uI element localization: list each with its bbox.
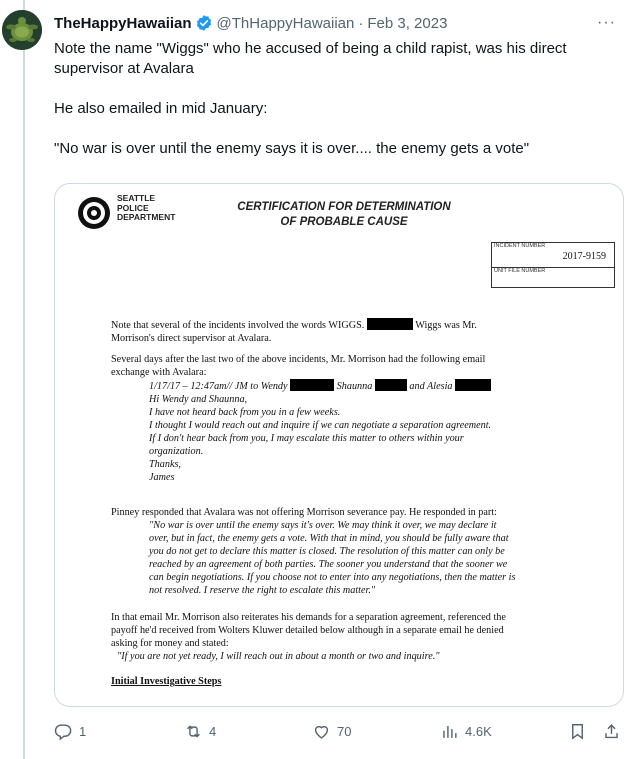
doc-text: and Alesia xyxy=(409,381,453,392)
email-header xyxy=(111,379,581,393)
action-bar xyxy=(54,722,624,748)
agency-line: POLICE xyxy=(117,202,149,213)
doc-line: Several days after the last two of the above incidents, Mr. Morrison had the following email xyxy=(111,354,486,365)
agency-name xyxy=(117,194,175,223)
views-chart-icon xyxy=(440,722,459,741)
agency-line: DEPARTMENT xyxy=(117,212,176,222)
share-icon xyxy=(602,722,621,741)
doc-line xyxy=(111,318,581,332)
doc-text: Note that several of the incidents involved the words WIGGS. xyxy=(111,320,365,331)
title-line: OF PROBABLE CAUSE xyxy=(280,216,408,228)
agency-line: SEATTLE xyxy=(117,193,156,203)
doc-text: 1/17/17 – 12:47am// JM to Wendy xyxy=(149,381,288,392)
email-line: I thought I would reach out and inquire if we can negotiate a separation agreement. xyxy=(149,420,492,431)
tweet-text-line: Note the name "Wiggs" who he accused of being a child rapist, was his direct supervisor at Avalara xyxy=(54,40,567,77)
email-line: organization. xyxy=(149,446,204,457)
reply-icon xyxy=(54,722,73,741)
tweet-date[interactable]: Feb 3, 2023 xyxy=(367,14,448,32)
doc-line: Pinney responded that Avalara was not offering Morrison severance pay. He responded in part: xyxy=(111,507,497,518)
turtle-avatar-icon xyxy=(2,10,42,50)
redaction-bar xyxy=(375,379,407,391)
police-badge-icon xyxy=(77,196,111,230)
reply-button[interactable] xyxy=(54,722,86,741)
thread-line xyxy=(23,0,25,759)
unit-file-label: UNIT FILE NUMBER xyxy=(494,268,546,274)
redaction-bar xyxy=(290,379,334,391)
incident-label: INCIDENT NUMBER xyxy=(494,243,546,249)
like-button[interactable] xyxy=(312,722,351,741)
like-count: 70 xyxy=(337,724,352,739)
retweet-icon xyxy=(184,722,203,741)
title-line: CERTIFICATION FOR DETERMINATION xyxy=(237,201,451,213)
document-title xyxy=(229,200,459,230)
quote-line: not resolved. I reserve the right to escalate this matter." xyxy=(149,585,376,596)
redaction-bar xyxy=(455,379,491,391)
retweet-count: 4 xyxy=(209,724,217,739)
quote-line: "If you are not yet ready, I will reach out in about a month or two and inquire." xyxy=(117,651,440,662)
email-line: If I don't hear back from you, I may escalate this matter to others within your xyxy=(149,433,464,444)
share-button[interactable] xyxy=(602,722,621,741)
doc-text: Shaunna xyxy=(336,381,373,392)
doc-line: payoff he'd received from Wolters Kluwer detailed below although in a separate email he denied xyxy=(111,625,504,636)
incident-number: 2017-9159 xyxy=(562,251,606,262)
email-line: Thanks, xyxy=(149,459,181,470)
quote-line: can begin negotiations. If you choose not to enter into any negotiations, then the matter is xyxy=(149,572,516,583)
quote-line: "No war is over until the enemy says it's over. We may think it over, we may declare it xyxy=(149,520,497,531)
quote-line: over, but in fact, the enemy gets a vote. With that in mind, you should be fully aware that xyxy=(149,533,509,544)
view-count: 4.6K xyxy=(465,724,492,739)
display-name[interactable]: TheHappyHawaiian xyxy=(54,14,192,32)
verified-badge-icon xyxy=(195,14,213,32)
handle[interactable]: @ThHappyHawaiian xyxy=(216,14,355,32)
doc-line: asking for money and stated: xyxy=(111,638,229,649)
tweet-text-line: "No war is over until the enemy says it is over.... the enemy gets a vote" xyxy=(54,140,530,157)
doc-line: In that email Mr. Morrison also reiterates his demands for a separation agreement, referenced the xyxy=(111,612,506,623)
tweet-text-line: He also emailed in mid January: xyxy=(54,100,268,117)
more-options-icon[interactable]: ··· xyxy=(597,14,616,31)
document-body xyxy=(111,318,581,688)
tweet-header xyxy=(54,12,620,34)
retweet-button[interactable] xyxy=(184,722,216,741)
email-line: I have not heard back from you in a few weeks. xyxy=(149,407,341,418)
heart-icon xyxy=(312,722,331,741)
section-heading: Initial Investigative Steps xyxy=(111,676,222,687)
doc-text: Wiggs was Mr. xyxy=(415,320,477,331)
email-line: Hi Wendy and Shaunna, xyxy=(149,394,248,405)
tweet-media-image[interactable] xyxy=(54,183,624,707)
tweet-text xyxy=(54,39,624,159)
avatar[interactable] xyxy=(2,10,42,50)
incident-box xyxy=(491,242,615,288)
reply-count: 1 xyxy=(79,724,87,739)
document-scan xyxy=(55,184,624,707)
doc-line: exchange with Avalara: xyxy=(111,367,207,378)
quote-line: reached by an agreement of both parties. The sooner you understand that the sooner we xyxy=(149,559,508,570)
separator-dot: · xyxy=(358,14,364,32)
doc-line: Morrison's direct supervisor at Avalara. xyxy=(111,333,272,344)
email-line: James xyxy=(149,472,175,483)
redaction-bar xyxy=(367,318,413,330)
views-button[interactable] xyxy=(440,722,492,741)
bookmark-button[interactable] xyxy=(568,722,587,741)
quote-line: you do not get to declare this matter is closed. The resolution of this matter can only be xyxy=(149,546,505,557)
bookmark-icon xyxy=(568,722,587,741)
